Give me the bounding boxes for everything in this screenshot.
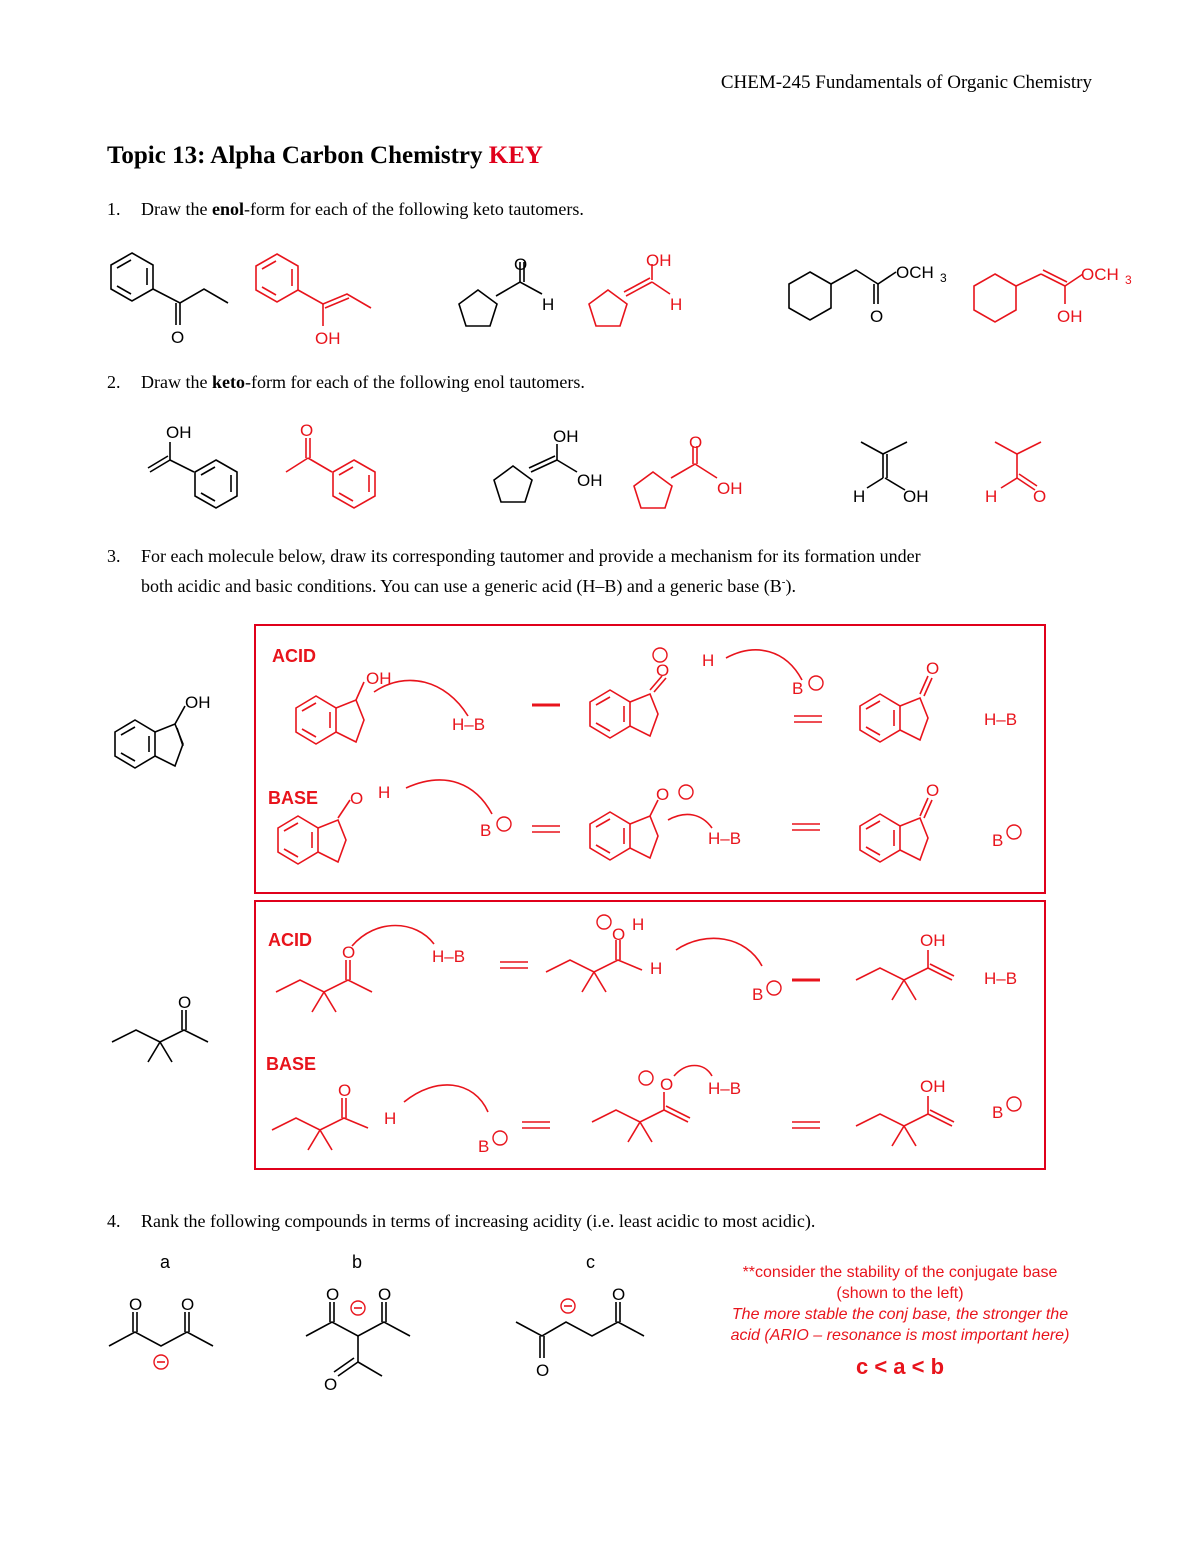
q1-ester <box>780 258 955 338</box>
svg-text:O: O <box>178 993 192 1012</box>
svg-text:O: O <box>342 943 356 962</box>
svg-text:O: O <box>870 307 884 326</box>
svg-text:B: B <box>480 821 492 840</box>
svg-text:O: O <box>612 925 626 944</box>
q2-keto-2 <box>625 432 755 527</box>
acid-label-2: ACID <box>268 930 312 950</box>
svg-text:OH: OH <box>920 931 946 950</box>
svg-text:H: H <box>650 959 663 978</box>
q2-keto-3 <box>985 432 1085 512</box>
svg-text:OH: OH <box>366 669 392 688</box>
svg-text:O: O <box>171 328 185 347</box>
svg-text:OCH: OCH <box>896 263 934 282</box>
q2-enol-1 <box>140 418 260 513</box>
svg-text:3: 3 <box>940 271 947 285</box>
svg-text:H–B: H–B <box>984 710 1018 729</box>
title-key: KEY <box>488 142 543 169</box>
svg-text:O: O <box>926 781 940 800</box>
box2-acid-row <box>256 910 1036 1030</box>
base-label-2: BASE <box>266 1054 317 1074</box>
q3-ketone <box>108 992 218 1072</box>
svg-text:O: O <box>181 1295 195 1314</box>
svg-text:B: B <box>478 1137 490 1156</box>
svg-text:O: O <box>378 1285 392 1304</box>
svg-text:H–B: H–B <box>984 969 1018 988</box>
svg-text:O: O <box>612 1285 626 1304</box>
svg-text:H: H <box>542 295 555 314</box>
svg-text:OH: OH <box>920 1077 946 1096</box>
svg-text:B: B <box>752 985 764 1004</box>
q1-enol-2 <box>580 250 700 345</box>
q2-keto-1 <box>280 418 400 513</box>
compound-label-c: c <box>586 1252 595 1272</box>
svg-text:H: H <box>378 783 391 802</box>
svg-text:OH: OH <box>185 693 211 712</box>
q2-enol-2 <box>485 422 615 522</box>
svg-text:O: O <box>656 785 670 804</box>
acidity-ranking-answer: c < a < b <box>855 1354 945 1379</box>
acidity-note: **consider the stability of the conjugate base (shown to the left) The more stable the conj base, the stronger the acid (ARIO – resonance is most important here) <box>730 1264 1070 1344</box>
q1-propiophenone <box>100 245 240 350</box>
svg-text:B: B <box>992 831 1004 850</box>
course-header: CHEM-245 Fundamentals of Organic Chemistry <box>720 72 1092 93</box>
svg-text:OH: OH <box>553 427 579 446</box>
svg-text:OH: OH <box>1057 307 1083 326</box>
svg-text:O: O <box>660 1075 674 1094</box>
box1-acid-row <box>256 640 1036 760</box>
question-3: 3. For each molecule below, draw its corresponding tautomer and provide a mechanism for its formation under both acidic and basic conditions. You can use a generic acid (H–B) and a generic base (B-). <box>107 546 921 596</box>
box1-base-row <box>256 770 1036 885</box>
q3-indenol <box>105 690 235 790</box>
svg-text:O: O <box>536 1361 550 1380</box>
svg-text:H: H <box>384 1109 397 1128</box>
svg-text:H–B: H–B <box>708 829 742 848</box>
q1-enol-1 <box>245 250 385 350</box>
svg-text:H: H <box>702 651 715 670</box>
svg-text:O: O <box>350 789 364 808</box>
svg-text:O: O <box>300 421 314 440</box>
compound-label-b: b <box>352 1252 363 1272</box>
svg-text:H–B: H–B <box>452 715 486 734</box>
svg-text:O: O <box>689 433 703 452</box>
svg-text:O: O <box>656 661 670 680</box>
svg-text:H: H <box>670 295 683 314</box>
base-label-1: BASE <box>268 788 319 808</box>
svg-text:H–B: H–B <box>708 1079 742 1098</box>
acid-label-1: ACID <box>272 646 316 666</box>
svg-text:OH: OH <box>166 423 192 442</box>
svg-text:O: O <box>926 659 940 678</box>
svg-text:OH: OH <box>577 471 603 490</box>
q1-cyclopentanecarbaldehyde <box>450 250 570 345</box>
svg-text:B: B <box>992 1103 1004 1122</box>
compound-a <box>105 1290 225 1380</box>
question-1: 1. Draw the enol-form for each of the following keto tautomers. <box>107 199 584 219</box>
title-text: Topic 13: Alpha Carbon Chemistry <box>107 142 483 169</box>
svg-text:OH: OH <box>717 479 743 498</box>
svg-text:O: O <box>326 1285 340 1304</box>
svg-text:B: B <box>792 679 804 698</box>
svg-text:H–B: H–B <box>432 947 466 966</box>
q1-enol-3 <box>965 260 1140 340</box>
question-2: 2. Draw the keto-form for each of the following enol tautomers. <box>107 372 585 392</box>
q2-enol-3 <box>845 432 945 512</box>
compound-b <box>302 1286 422 1396</box>
svg-text:H: H <box>632 915 645 934</box>
box2-base-row <box>256 1040 1036 1160</box>
svg-text:OH: OH <box>903 487 929 506</box>
question-4: 4. Rank the following compounds in terms of increasing acidity (i.e. least acidic to most acidic). <box>107 1211 816 1231</box>
svg-text:OH: OH <box>315 329 341 348</box>
svg-text:H: H <box>985 487 998 506</box>
svg-text:H: H <box>853 487 866 506</box>
svg-text:OH: OH <box>646 251 672 270</box>
svg-text:O: O <box>1033 487 1047 506</box>
svg-text:O: O <box>129 1295 143 1314</box>
page-title <box>107 142 543 170</box>
compound-c <box>512 1286 662 1386</box>
svg-text:OCH: OCH <box>1081 265 1119 284</box>
svg-text:O: O <box>338 1081 352 1100</box>
svg-text:3: 3 <box>1125 273 1132 287</box>
svg-text:O: O <box>514 255 528 274</box>
svg-text:O: O <box>324 1375 338 1394</box>
compound-label-a: a <box>160 1252 171 1272</box>
